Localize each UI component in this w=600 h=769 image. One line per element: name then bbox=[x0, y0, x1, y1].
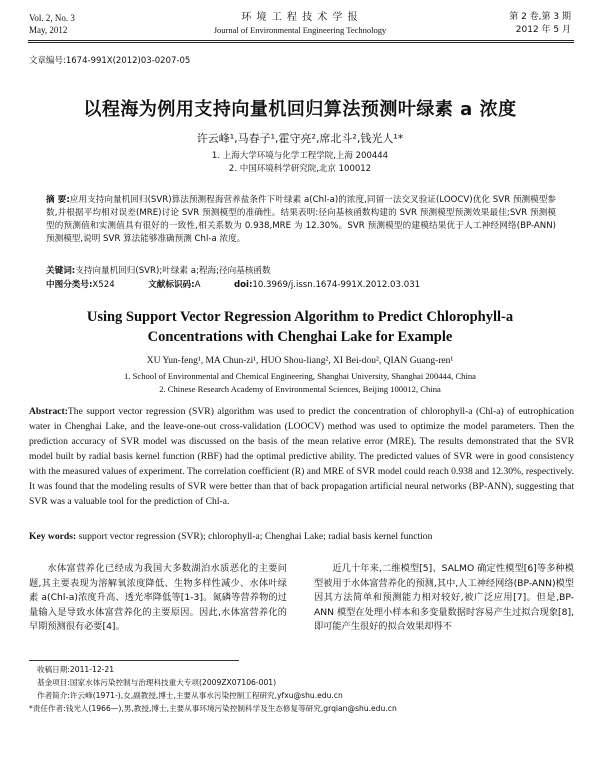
abstract-cn-label: 摘 要: bbox=[46, 195, 70, 205]
body-column-right: 近几十年来,二维模型[5]、SALMO 确定性模型[6]等多种模型被用于水体富营养化的预测,其中,人工神经网络(BP-ANN)模型因其方法简单和预测能力相对较好,被广泛应用[7]。但是,BP-ANN 模型在处理小样本和多变量数据时容易产生过拟合现象[8],即可能产生很好的拟合效果却得不 bbox=[314, 563, 574, 633]
article-number: 文章编号:1674-991X(2012)03-0207-05 bbox=[29, 56, 191, 66]
classification-line bbox=[46, 279, 556, 292]
abstract-en bbox=[29, 404, 574, 509]
abstract-en-text: The support vector regression (SVR) algorithm was used to predict the concentration of chlorophyll-a (Chl-a) of eutrophication water in Chenghai Lake, and the leave-one-out cross-validation (LOOCV) method was used to optimize the model parameters. Then the prediction accuracy of SVR model was discussed on the basis of the mean relative error (MRE). The results demonstrated that the SVR model built by radial basis kernel function (RBF) had the optimal predictive ability. The predicted values of SVR were in good consistency with the measured values of experiment. The correlation coefficient (R) and MRE of SVR model could reach 0.938 and 12.30%, respectively. It was found that the modeling results of SVR were better than that of back propagation artificial neural networks (BP-ANN), suggesting that SVR was a valuable tool for the prediction of Chl-a. bbox=[29, 406, 574, 507]
title-en-line-1: Using Support Vector Regression Algorithm to Predict Chlorophyll-a bbox=[86, 309, 514, 325]
keywords-cn-label: 关键词: bbox=[46, 266, 76, 276]
body-column-left: 水体富营养化已经成为我国大多数湖泊水质恶化的主要问题,其主要表现为溶解氧浓度降低、生物多样性减少、水体叶绿素 a(Chl-a)浓度升高、透光率降低等[1-3]。氮磷等营养物的过量输入是导致水体富营养化的主要原因。因此,水体富营养化的早期预测很有必要[4]。 bbox=[29, 563, 287, 633]
keywords-cn bbox=[46, 265, 556, 278]
keywords-en-label: Key words: bbox=[29, 531, 77, 542]
footnote-received: 收稿日期:2011-12-21 bbox=[37, 665, 115, 674]
footnote-rule bbox=[29, 660, 239, 661]
affiliation-en-2: 2. Chinese Research Academy of Environmental Sciences, Beijing 100012, China bbox=[159, 384, 441, 394]
header-date-cn: 2012 年 5 月 bbox=[515, 25, 571, 35]
title-cn: 以程海为例用支持向量机回归算法预测叶绿素 a 浓度 bbox=[83, 99, 517, 120]
authors-cn: 许云峰¹,马春子¹,霍守亮²,席北斗²,钱光人¹* bbox=[196, 132, 404, 145]
footnote-corresponding: *责任作者:钱光人(1966—),男,教授,博士,主要从事环境污染控制科学及生态修复等研究,grqian@shu.edu.cn bbox=[29, 704, 397, 713]
header-volume-cn: 第 2 卷,第 3 期 bbox=[509, 12, 571, 22]
clc-value: X524 bbox=[92, 280, 115, 290]
doc-code-label: 文献标识码: bbox=[148, 280, 195, 290]
keywords-en bbox=[29, 529, 574, 544]
doi-label: doi: bbox=[233, 280, 253, 290]
abstract-cn bbox=[46, 194, 556, 246]
header-rule-bottom bbox=[28, 42, 574, 43]
doi-value: 10.3969/j.issn.1674-991X.2012.03.031 bbox=[252, 280, 421, 290]
affiliation-cn-1: 1. 上海大学环境与化学工程学院,上海 200444 bbox=[211, 151, 389, 161]
header-rule-top bbox=[28, 40, 574, 41]
footnote-author: 作者简介:许云峰(1971-),女,副教授,博士,主要从事水污染控制工程研究,yfxu@shu.edu.cn bbox=[37, 691, 343, 700]
affiliation-cn-2: 2. 中国环境科学研究院,北京 100012 bbox=[228, 164, 372, 174]
abstract-en-label: Abstract: bbox=[29, 406, 68, 417]
affiliation-en-1: 1. School of Environmental and Chemical Engineering, Shanghai University, Shanghai 200444, China bbox=[124, 371, 476, 381]
authors-en: XU Yun-feng¹, MA Chun-zi¹, HUO Shou-liang², XI Bei-dou², QIAN Guang-ren¹ bbox=[146, 356, 454, 366]
header-journal-en: Journal of Environmental Engineering Technology bbox=[213, 25, 387, 35]
doc-code-value: A bbox=[194, 280, 201, 290]
keywords-en-text: support vector regression (SVR); chlorophyll-a; Chenghai Lake; radial basis kernel function bbox=[78, 531, 433, 542]
abstract-cn-text: 应用支持向量机回归(SVR)算法预测程海营养盐条件下叶绿素 a(Chl-a)的浓度,同留一法交叉验证(LOOCV)优化 SVR 预测模型参数,并根据平均相对误差(MRE)讨论 SVR 预测模型的准确性。结果表明:径向基核函数构建的 SVR 预测模型预测效果最佳;SVR 预测模型的预测值和实测值具有很好的一致性,相关系数为 0.938,MRE 为 12.30%。SVR 预测模型的建模结果优于人工神经网络(BP-ANN)预测模型,说明 SVR 算法能够准确预测 Chl-a 浓度。 bbox=[46, 195, 556, 244]
keywords-cn-text: 支持向量机回归(SVR);叶绿素 a;程海;径向基核函数 bbox=[75, 266, 271, 276]
header-date-en: May, 2012 bbox=[29, 25, 68, 35]
clc-label: 中图分类号: bbox=[46, 280, 93, 290]
header-volume: Vol. 2, No. 3 bbox=[29, 13, 75, 23]
footnote-fund: 基金项目:国家水体污染控制与治理科技重大专项(2009ZX07106-001) bbox=[37, 678, 277, 687]
header-journal-cn: 环 境 工 程 技 术 学 报 bbox=[241, 12, 359, 23]
title-en-line-2: Concentrations with Chenghai Lake for Example bbox=[147, 329, 453, 345]
